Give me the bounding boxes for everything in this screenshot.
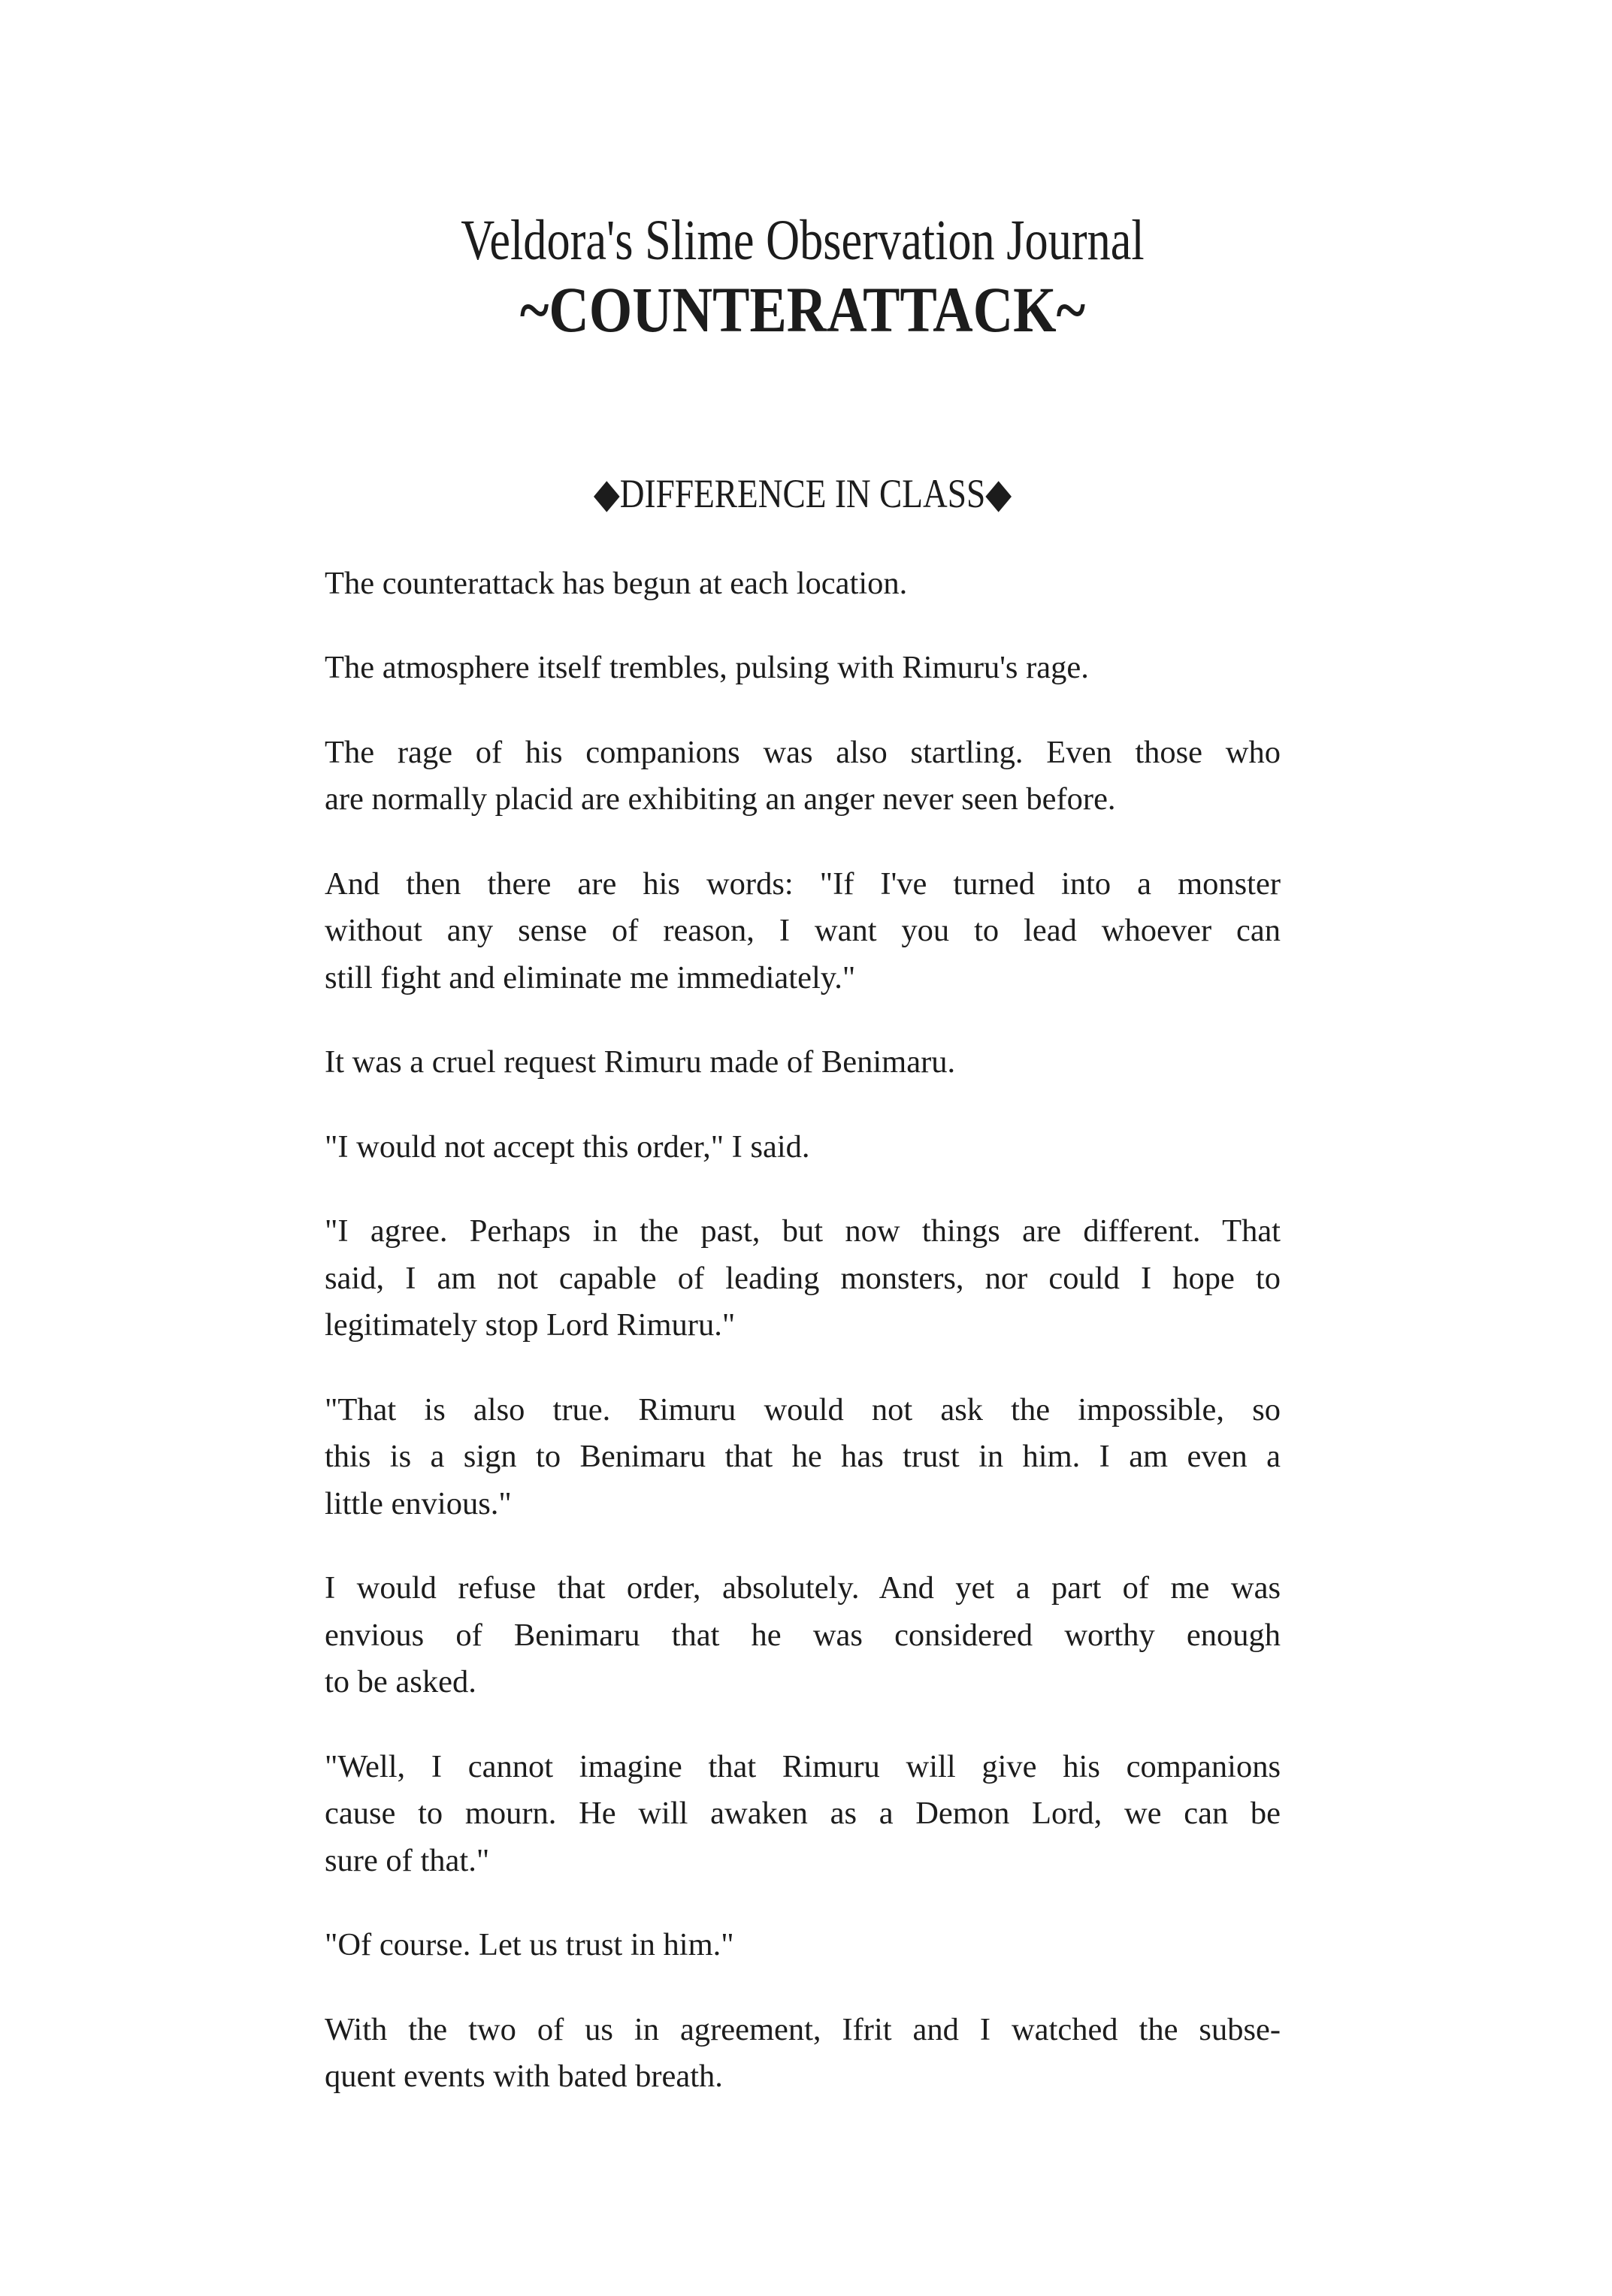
paragraph — [325, 861, 1281, 1002]
text-line: this is a sign to Benimaru that he has trust in him. I am even a — [325, 1439, 1281, 1475]
paragraph — [325, 1922, 1281, 1969]
text-column — [325, 0, 1281, 2101]
paragraph — [325, 560, 1281, 608]
paragraph — [325, 1124, 1281, 1171]
section-heading: ◆DIFFERENCE IN CLASS◆ — [593, 471, 1012, 517]
text-line: cause to mourn. He will awaken as a Demon Lord, we can be — [325, 1796, 1281, 1832]
paragraph — [325, 1039, 1281, 1086]
text-line: "I agree. Perhaps in the past, but now things are different. That — [325, 1213, 1281, 1249]
text-line: The atmosphere itself trembles, pulsing with Rimuru's rage. — [325, 650, 1089, 686]
paragraph — [325, 1208, 1281, 1349]
text-line: are normally placid are exhibiting an anger never seen before. — [325, 781, 1116, 817]
text-line: "Of course. Let us trust in him." — [325, 1927, 734, 1963]
text-line: "Well, I cannot imagine that Rimuru will give his companions — [325, 1748, 1281, 1784]
text-line: The rage of his companions was also startling. Even those who — [325, 734, 1281, 770]
text-line: The counterattack has begun at each location. — [325, 565, 908, 601]
body-text — [325, 560, 1281, 2101]
text-line: without any sense of reason, I want you to lead whoever can — [325, 913, 1281, 949]
text-line: "I would not accept this order," I said. — [325, 1128, 810, 1165]
paragraph — [325, 2007, 1281, 2101]
paragraph — [325, 1744, 1281, 1885]
text-line: "That is also true. Rimuru would not ask the impossible, so — [325, 1391, 1281, 1427]
paragraph — [325, 730, 1281, 823]
text-line: legitimately stop Lord Rimuru." — [325, 1307, 736, 1343]
text-line: I would refuse that order, absolutely. And yet a part of me was — [325, 1570, 1281, 1606]
page-title: Veldora's Slime Observation Journal — [461, 209, 1145, 272]
text-line: said, I am not capable of leading monsters, nor could I hope to — [325, 1260, 1281, 1296]
text-line: quent events with bated breath. — [325, 2059, 723, 2095]
text-line: sure of that." — [325, 1842, 490, 1878]
text-line: It was a cruel request Rimuru made of Benimaru. — [325, 1044, 956, 1080]
page-subtitle: ~COUNTERATTACK~ — [519, 273, 1086, 346]
paragraph — [325, 1565, 1281, 1706]
text-line: still fight and eliminate me immediately." — [325, 959, 856, 995]
text-line: envious of Benimaru that he was considered worthy enough — [325, 1617, 1281, 1653]
text-line: And then there are his words: "If I've turned into a monster — [325, 866, 1281, 902]
paragraph — [325, 645, 1281, 692]
paragraph — [325, 1387, 1281, 1528]
text-line: to be asked. — [325, 1664, 476, 1700]
text-line: With the two of us in agreement, Ifrit and I watched the subse- — [325, 2011, 1281, 2047]
text-line: little envious." — [325, 1485, 512, 1521]
